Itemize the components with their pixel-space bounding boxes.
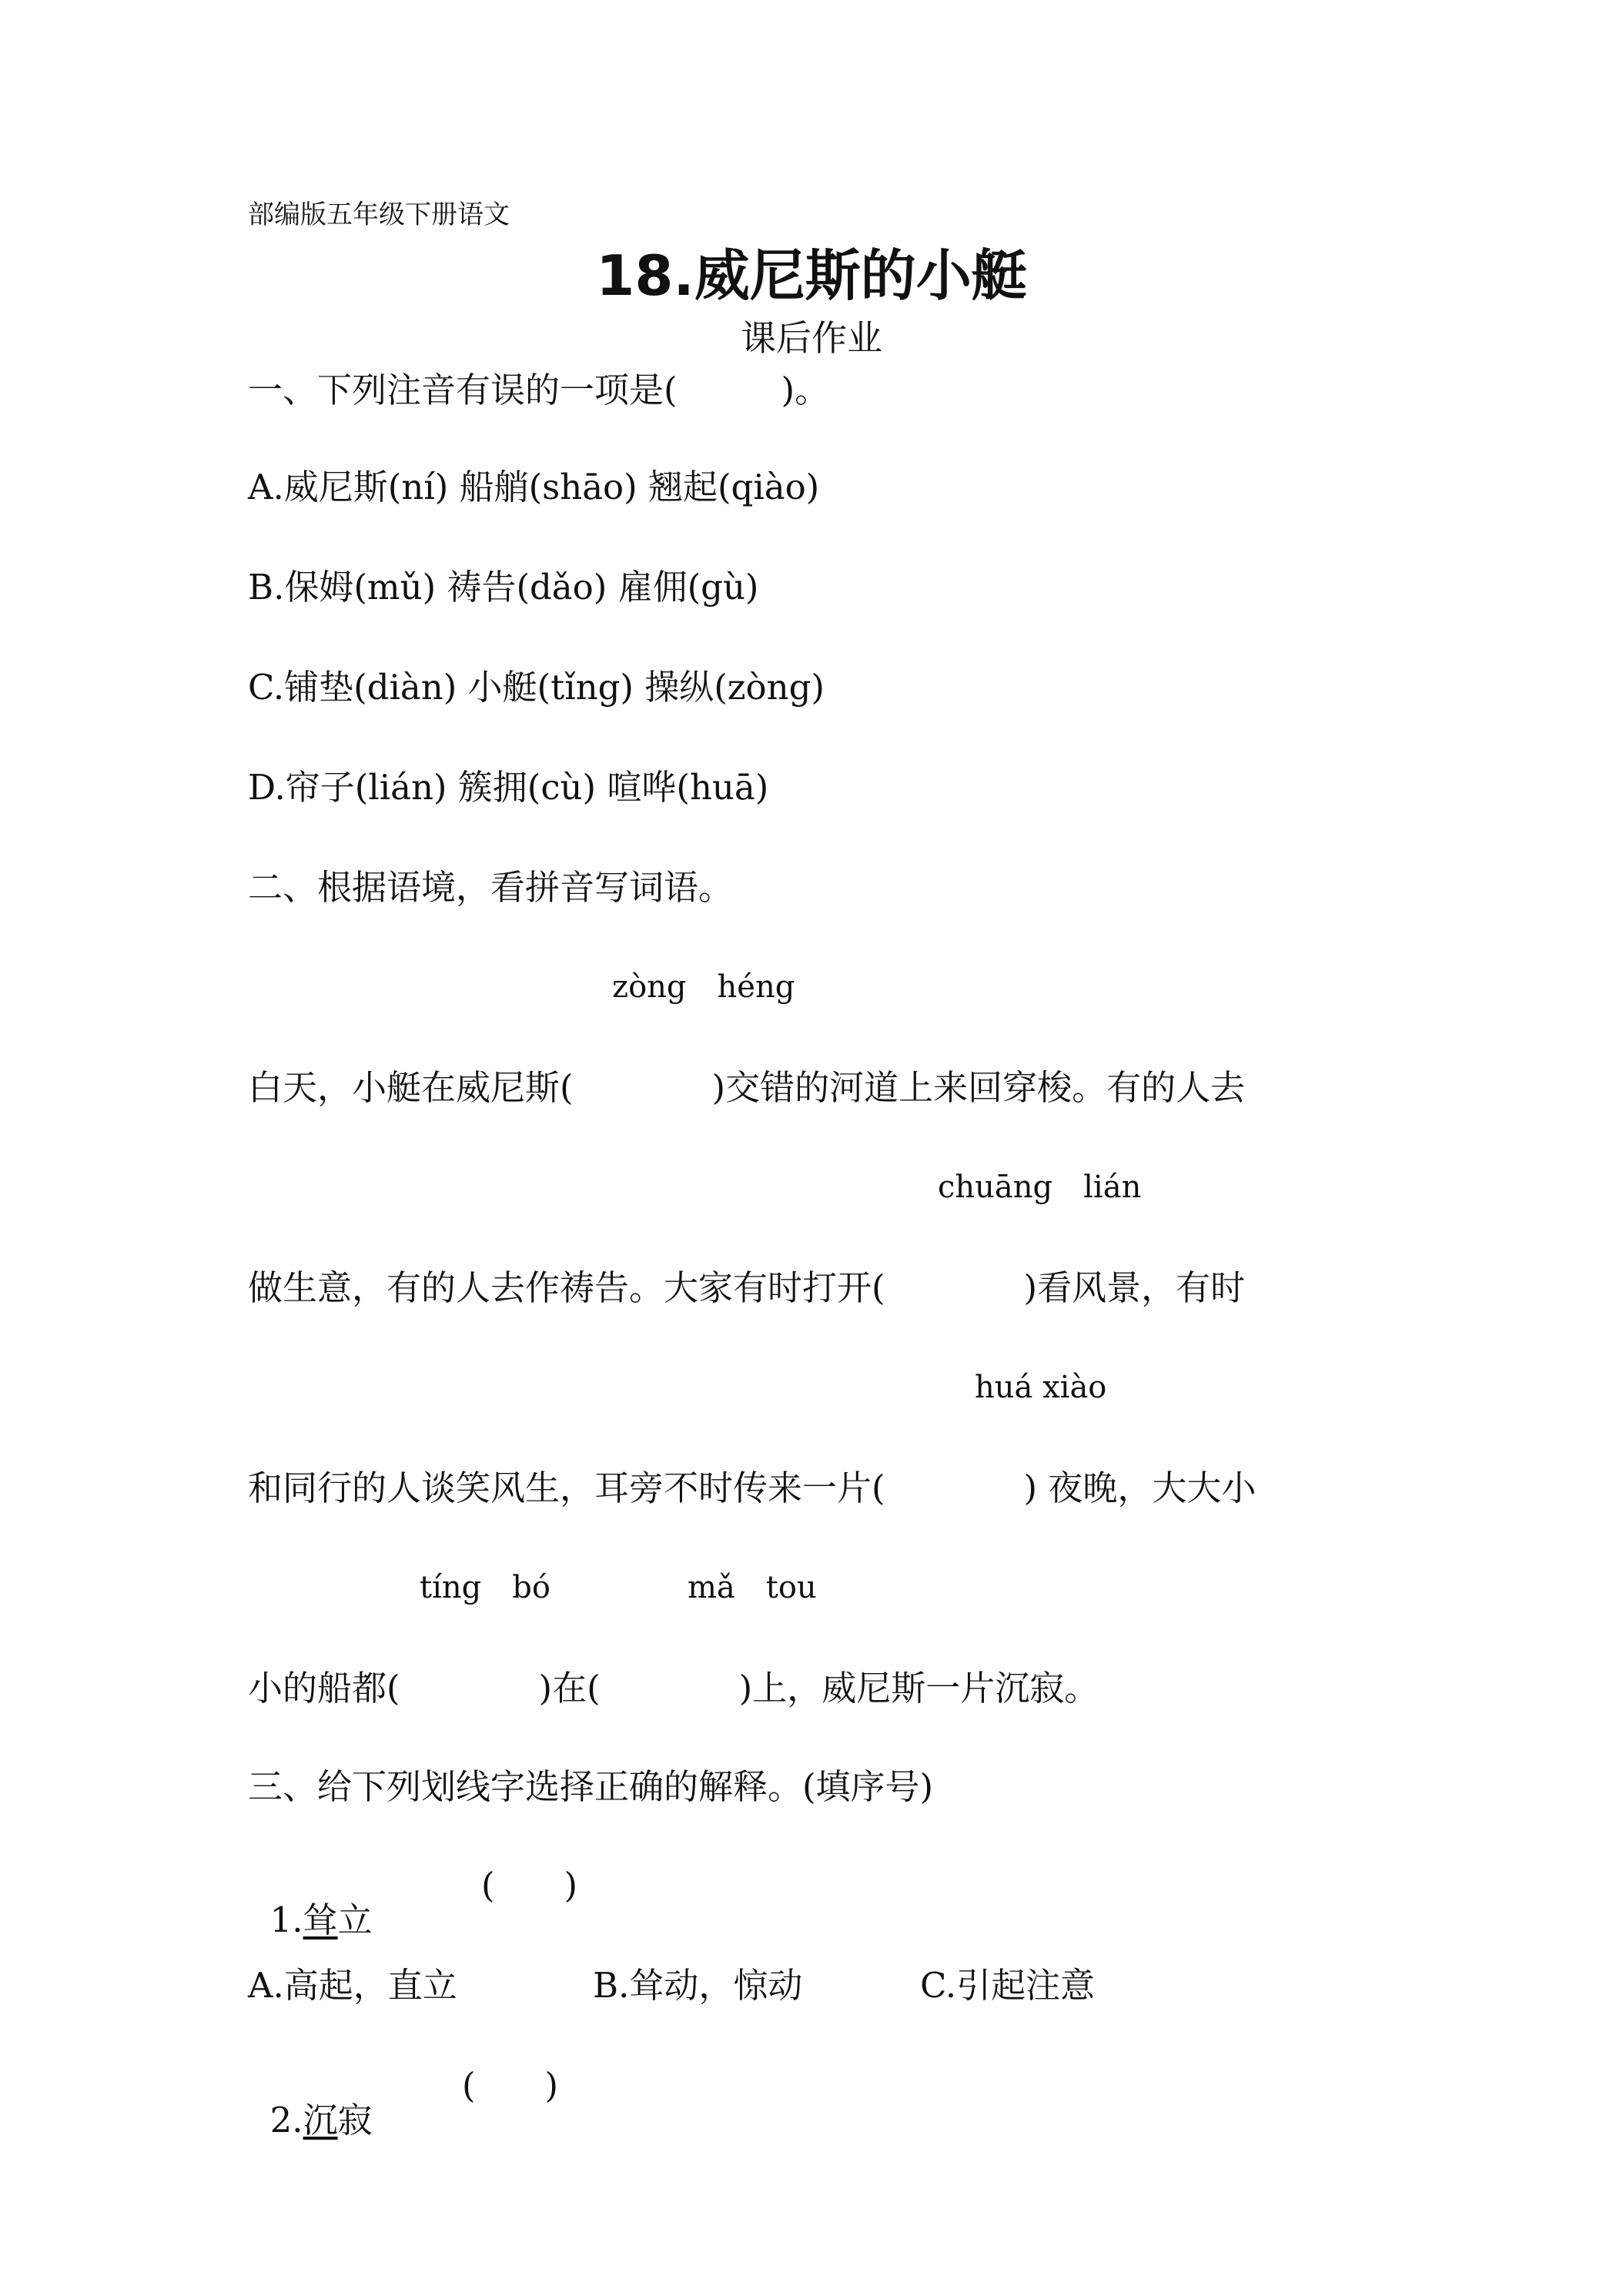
- section3-item-1: [248, 1868, 373, 1940]
- item-1-option-b: B.耸动，惊动: [593, 1965, 803, 2006]
- lesson-title: 18.威尼斯的小艇: [596, 243, 1027, 308]
- section3-question: 三、给下列划线字选择正确的解释。(填序号): [248, 1766, 934, 1807]
- pinyin-zongheng: zòng héng: [612, 969, 795, 1005]
- item-1-blank: ( ): [481, 1865, 578, 1906]
- section2-line-3: 和同行的人谈笑风生，耳旁不时传来一片( ) 夜晚，大大小: [248, 1468, 1257, 1508]
- pinyin-tingbo: tíng bó: [420, 1570, 550, 1605]
- pinyin-matou: mǎ tou: [688, 1570, 817, 1605]
- section2-question: 二、根据语境，看拼音写词语。: [248, 867, 734, 908]
- item-1-option-a: A.高起，直立: [248, 1965, 457, 2006]
- item-2-number: 2.: [269, 2100, 303, 2140]
- section1-option-b: B.保姆(mǔ) 祷告(dǎo) 雇佣(gù): [248, 567, 759, 607]
- section1-option-d: D.帘子(lián) 簇拥(cù) 喧哗(huā): [248, 767, 769, 808]
- item-1-underlined-char: 耸: [303, 1899, 338, 1940]
- pinyin-huaxiao: huá xiào: [975, 1370, 1107, 1405]
- document-header: 部编版五年级下册语文: [248, 199, 510, 230]
- section3-item-2: [248, 2068, 373, 2140]
- item-1-rest: 立: [337, 1899, 373, 1940]
- item-2-rest: 寂: [337, 2100, 373, 2140]
- item-2-blank: ( ): [462, 2065, 559, 2106]
- section2-line-4: 小的船都( )在( )上，威尼斯一片沉寂。: [248, 1668, 1099, 1709]
- item-1-number: 1.: [269, 1899, 303, 1940]
- lesson-subtitle: 课后作业: [741, 317, 882, 359]
- section1-option-c: C.铺垫(diàn) 小艇(tǐng) 操纵(zòng): [248, 667, 825, 708]
- section1-option-a: A.威尼斯(ní) 船艄(shāo) 翘起(qiào): [248, 467, 820, 507]
- section2-line-2: 做生意，有的人去作祷告。大家有时打开( )看风景，有时: [248, 1267, 1246, 1308]
- pinyin-chuanglian: chuāng lián: [938, 1170, 1142, 1205]
- item-2-underlined-char: 沉: [303, 2100, 338, 2140]
- section2-line-1: 白天，小艇在威尼斯( )交错的河道上来回穿梭。有的人去: [248, 1067, 1246, 1108]
- item-1-option-c: C.引起注意: [920, 1965, 1096, 2006]
- section1-question: 一、下列注音有误的一项是( )。: [248, 370, 830, 410]
